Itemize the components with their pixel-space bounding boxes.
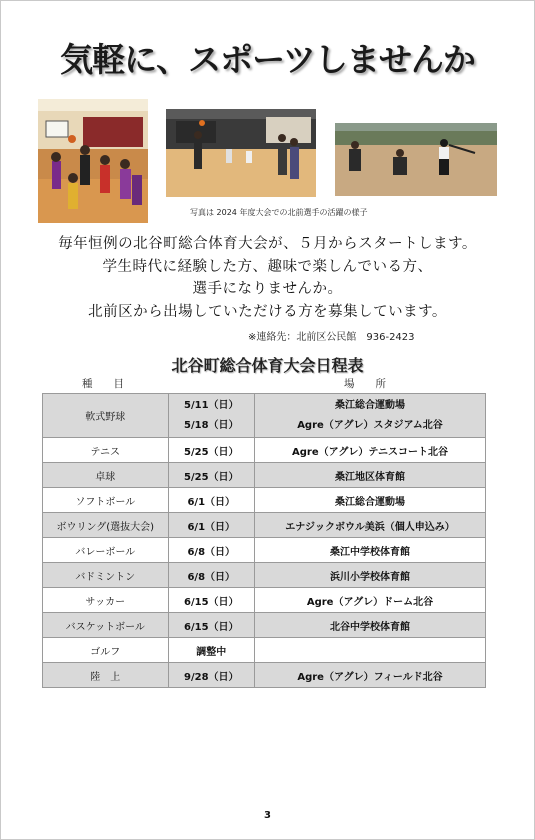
venue-cell [255,638,486,663]
venue-cell [255,488,486,513]
date-text: 5/25（日） [184,471,239,483]
venue-text: Agre（アグレ）ドーム北谷 [306,596,434,608]
venue-cell [255,538,486,563]
schedule-row [43,488,486,513]
schedule-row [43,588,486,613]
date-cell [168,463,254,488]
venue-text: 桑江総合運動場 [335,399,405,411]
schedule-row [43,394,486,438]
date-cell [168,488,254,513]
event-cell: ソフトボール [43,488,169,513]
schedule-row [43,438,486,463]
schedule-row [43,463,486,488]
schedule-row [43,563,486,588]
venue-text: 桑江中学校体育館 [330,546,410,558]
schedule-row [43,638,486,663]
venue-cell [255,513,486,538]
event-cell: バレーボール [43,538,169,563]
date-cell [168,394,254,438]
event-cell: バスケットボール [43,613,169,638]
venue-text: Agre（アグレ）テニスコート北谷 [292,446,448,458]
date-text: 5/25（日） [184,446,239,458]
date-cell [168,588,254,613]
venue-cell [255,394,486,438]
header-venue: 場 所 [344,378,386,390]
venue-text: エナジックボウル美浜（個人申込み） [285,521,455,533]
date-text: 調整中 [196,646,227,658]
event-cell: サッカー [43,588,169,613]
intro-line: 学生時代に経験した方、趣味で楽しんでいる方、 [102,258,433,275]
schedule-row [43,513,486,538]
schedule-table [42,393,486,688]
date-cell [168,563,254,588]
venue-cell [255,463,486,488]
date-text: 5/18（日） [184,419,239,431]
date-cell [168,538,254,563]
schedule-row [43,663,486,688]
intro-line: 選手になりませんか。 [192,281,343,297]
venue-cell [255,438,486,463]
venue-cell [255,663,486,688]
date-cell [168,613,254,638]
venue-text: 桑江総合運動場 [335,496,405,508]
schedule-title: 北谷町総合体育大会日程表 [171,356,364,375]
event-cell: バドミントン [43,563,169,588]
date-text: 6/15（日） [184,596,239,608]
venue-text: 浜川小学校体育館 [330,571,410,583]
date-cell [168,663,254,688]
page-title: 気軽に、スポーツしませんか [60,40,475,79]
event-cell: ボウリング(選抜大会) [43,513,169,538]
date-cell [168,513,254,538]
date-cell [168,438,254,463]
page-number: 3 [264,810,271,821]
date-text: 6/15（日） [184,621,239,633]
schedule-row [43,538,486,563]
venue-cell [255,613,486,638]
header-event: 種 目 [82,378,124,390]
venue-cell [255,563,486,588]
contact-info: ※連絡先：北前区公民館 936-2423 [248,332,415,343]
intro-line: 北前区から出場していただける方を募集しています。 [88,303,447,320]
date-text: 6/1（日） [187,521,236,533]
venue-text: 北谷中学校体育館 [330,621,410,633]
event-cell: 軟式野球 [43,394,169,438]
intro-line: 毎年恒例の北谷町総合体育大会が、５月からスタートします。 [58,236,477,252]
date-cell [168,638,254,663]
softball-photo [335,123,497,196]
date-text: 9/28（日） [184,671,239,683]
date-text: 5/11（日） [184,399,239,411]
event-cell: ゴルフ [43,638,169,663]
schedule-row [43,613,486,638]
event-cell: テニス [43,438,169,463]
venue-cell [255,588,486,613]
date-text: 6/8（日） [187,571,236,583]
venue-text: Agre（アグレ）フィールド北谷 [297,671,443,683]
basketball-photo [38,99,148,223]
gym-photo [166,109,316,197]
intro-text [20,233,515,323]
date-text: 6/1（日） [187,496,236,508]
date-text: 6/8（日） [187,546,236,558]
event-cell: 陸 上 [43,663,169,688]
venue-text: Agre（アグレ）スタジアム北谷 [297,419,443,431]
event-cell: 卓球 [43,463,169,488]
photo-caption: 写真は 2024 年度大会での北前選手の活躍の様子 [190,208,368,217]
venue-text: 桑江地区体育館 [335,471,405,483]
